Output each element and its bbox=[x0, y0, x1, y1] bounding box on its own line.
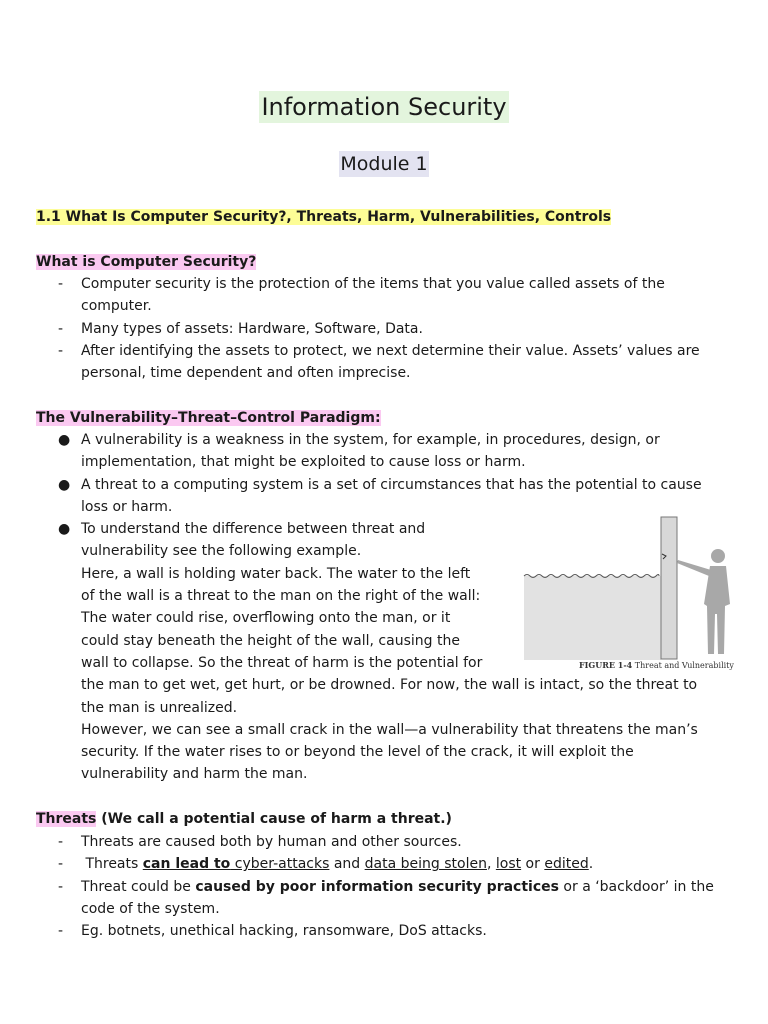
list-item-continuation: personal, time dependent and often imprecise. bbox=[81, 365, 411, 382]
list-item: ● To understand the difference between threat and bbox=[58, 521, 426, 538]
list-item-continuation: vulnerability see the following example. bbox=[81, 543, 362, 560]
list-item-continuation: vulnerability and harm the man. bbox=[81, 766, 308, 783]
list-item-continuation: loss or harm. bbox=[81, 498, 173, 515]
list-item-continuation: wall to collapse. So the threat of harm is the potential for bbox=[81, 654, 483, 671]
list-item: - Threat could be caused by poor information security practices or a ‘backdoor’ in the bbox=[58, 878, 714, 895]
water-body bbox=[524, 576, 661, 660]
list-item-continuation: the man to get wet, get hurt, or be drowned. For now, the wall is intact, so the threat to bbox=[81, 677, 698, 694]
module-label: Module 1 bbox=[340, 153, 428, 175]
list-item: ● A vulnerability is a weakness in the system, for example, in procedures, design, or bbox=[58, 432, 660, 448]
list-item: - Eg. botnets, unethical hacking, ransomware, DoS attacks. bbox=[58, 923, 487, 940]
paradigm-heading: The Vulnerability–Threat–Control Paradigm: bbox=[36, 410, 381, 426]
computer-security-list bbox=[36, 273, 700, 384]
list-item-continuation: computer. bbox=[81, 298, 152, 315]
list-item-continuation: security. If the water rises to or beyond the level of the crack, it will exploit the bbox=[81, 744, 634, 761]
list-item-continuation: code of the system. bbox=[81, 900, 220, 917]
threats-heading: Threats (We call a potential cause of harm a threat.) bbox=[36, 811, 452, 827]
figure-caption: FIGURE 1-4 Threat and Vulnerability bbox=[579, 660, 734, 670]
list-item-continuation: However, we can see a small crack in the wall—a vulnerability that threatens the man’s bbox=[81, 721, 698, 738]
threats-list bbox=[36, 831, 714, 942]
list-item: - Many types of assets: Hardware, Software, Data. bbox=[58, 320, 423, 337]
list-item-continuation: The water could rise, overflowing onto the man, or it bbox=[81, 610, 451, 627]
section-heading: 1.1 What Is Computer Security?, Threats, Harm, Vulnerabilities, Controls bbox=[36, 209, 612, 225]
list-item: - After identifying the assets to protect, we next determine their value. Assets’ values are bbox=[58, 342, 700, 359]
list-item-continuation: implementation, that might be exploited to cause loss or harm. bbox=[81, 454, 526, 471]
list-item: - Threats can lead to cyber-attacks and data being stolen, lost or edited. bbox=[58, 856, 594, 873]
wall-illustration bbox=[520, 514, 746, 672]
man-silhouette bbox=[677, 549, 730, 654]
list-item-continuation: the man is unrealized. bbox=[81, 699, 238, 716]
list-item-continuation: Here, a wall is holding water back. The water to the left bbox=[81, 565, 471, 582]
list-item: - Computer security is the protection of the items that you value called assets of the bbox=[58, 276, 665, 292]
wall-figure bbox=[520, 514, 746, 672]
list-item: ● A threat to a computing system is a set of circumstances that has the potential to cause bbox=[58, 476, 702, 493]
computer-security-heading: What is Computer Security? bbox=[36, 254, 257, 270]
list-item-continuation: of the wall is a threat to the man on the right of the wall: bbox=[81, 588, 481, 605]
list-item: - Threats are caused both by human and other sources. bbox=[58, 834, 462, 850]
list-item-continuation: could stay beneath the height of the wall, causing the bbox=[81, 632, 460, 649]
wall bbox=[661, 517, 677, 659]
document-title: Information Security bbox=[261, 93, 507, 121]
